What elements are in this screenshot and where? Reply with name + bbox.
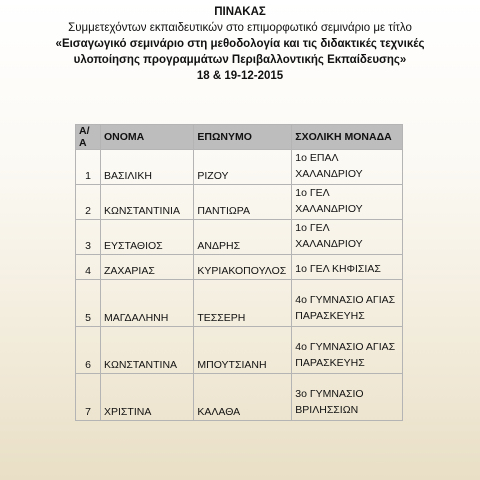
cell-number: 3 — [76, 220, 101, 255]
cell-name: ΚΩΝΣΤΑΝΤΙΝΙΑ — [100, 185, 193, 220]
cell-name: ΚΩΝΣΤΑΝΤΙΝΑ — [100, 327, 193, 374]
cell-school: 1ο ΓΕΛ ΧΑΛΑΝΔΡΙΟΥ — [292, 185, 403, 220]
seminar-title-line-1: «Εισαγωγικό σεμινάριο στη μεθοδολογία και τις διδακτικές τεχνικές — [55, 38, 425, 50]
column-header-surname: ΕΠΩΝΥΜΟ — [194, 125, 292, 150]
header-line-1: Συμμετεχόντων εκπαιδευτικών στο επιμορφωτικό σεμινάριο με τίτλο — [68, 22, 412, 34]
cell-school: 1ο ΕΠΑΛ ΧΑΛΑΝΔΡΙΟΥ — [292, 150, 403, 185]
cell-school: 1ο ΓΕΛ ΧΑΛΑΝΔΡΙΟΥ — [292, 220, 403, 255]
cell-surname: ΚΥΡΙΑΚΟΠΟΥΛΟΣ — [194, 255, 292, 280]
cell-surname: ΤΕΣΣΕΡΗ — [194, 280, 292, 327]
cell-school: 4ο ΓΥΜΝΑΣΙΟ ΑΓΙΑΣ ΠΑΡΑΣΚΕΥΗΣ — [292, 327, 403, 374]
cell-number: 7 — [76, 374, 101, 421]
participants-table — [75, 124, 403, 421]
table-row — [76, 185, 403, 220]
cell-surname: ΡΙΖΟΥ — [194, 150, 292, 185]
table-row — [76, 374, 403, 421]
document-header — [0, 4, 480, 84]
cell-surname: ΚΑΛΑΘΑ — [194, 374, 292, 421]
cell-school: 4ο ΓΥΜΝΑΣΙΟ ΑΓΙΑΣ ΠΑΡΑΣΚΕΥΗΣ — [292, 280, 403, 327]
cell-number: 4 — [76, 255, 101, 280]
cell-number: 6 — [76, 327, 101, 374]
table-header-row — [76, 125, 403, 150]
cell-surname: ΜΠΟΥΤΣΙΑΝΗ — [194, 327, 292, 374]
cell-name: ΕΥΣΤΑΘΙΟΣ — [100, 220, 193, 255]
cell-number: 1 — [76, 150, 101, 185]
cell-name: ΜΑΓΔΑΛΗΝΗ — [100, 280, 193, 327]
table-row — [76, 150, 403, 185]
cell-surname: ΠΑΝΤΙΩΡΑ — [194, 185, 292, 220]
column-header-number: Α/Α — [76, 125, 101, 150]
cell-name: ΒΑΣΙΛΙΚΗ — [100, 150, 193, 185]
cell-name: ΖΑΧΑΡΙΑΣ — [100, 255, 193, 280]
table-row — [76, 255, 403, 280]
seminar-dates: 18 & 19-12-2015 — [196, 70, 284, 82]
cell-school: 3ο ΓΥΜΝΑΣΙΟ ΒΡΙΛΗΣΣΙΩΝ — [292, 374, 403, 421]
table-row — [76, 280, 403, 327]
cell-number: 5 — [76, 280, 101, 327]
document-title: ΠΙΝΑΚΑΣ — [214, 6, 266, 18]
cell-number: 2 — [76, 185, 101, 220]
table-row — [76, 327, 403, 374]
cell-name: ΧΡΙΣΤΙΝΑ — [100, 374, 193, 421]
cell-school: 1ο ΓΕΛ ΚΗΦΙΣΙΑΣ — [292, 255, 403, 280]
column-header-name: ΟΝΟΜΑ — [100, 125, 193, 150]
column-header-school: ΣΧΟΛΙΚΗ ΜΟΝΑΔΑ — [292, 125, 403, 150]
table-row — [76, 220, 403, 255]
seminar-title-line-2: υλοποίησης προγραμμάτων Περιβαλλοντικής Εκπαίδευσης» — [73, 54, 407, 66]
cell-surname: ΑΝΔΡΗΣ — [194, 220, 292, 255]
